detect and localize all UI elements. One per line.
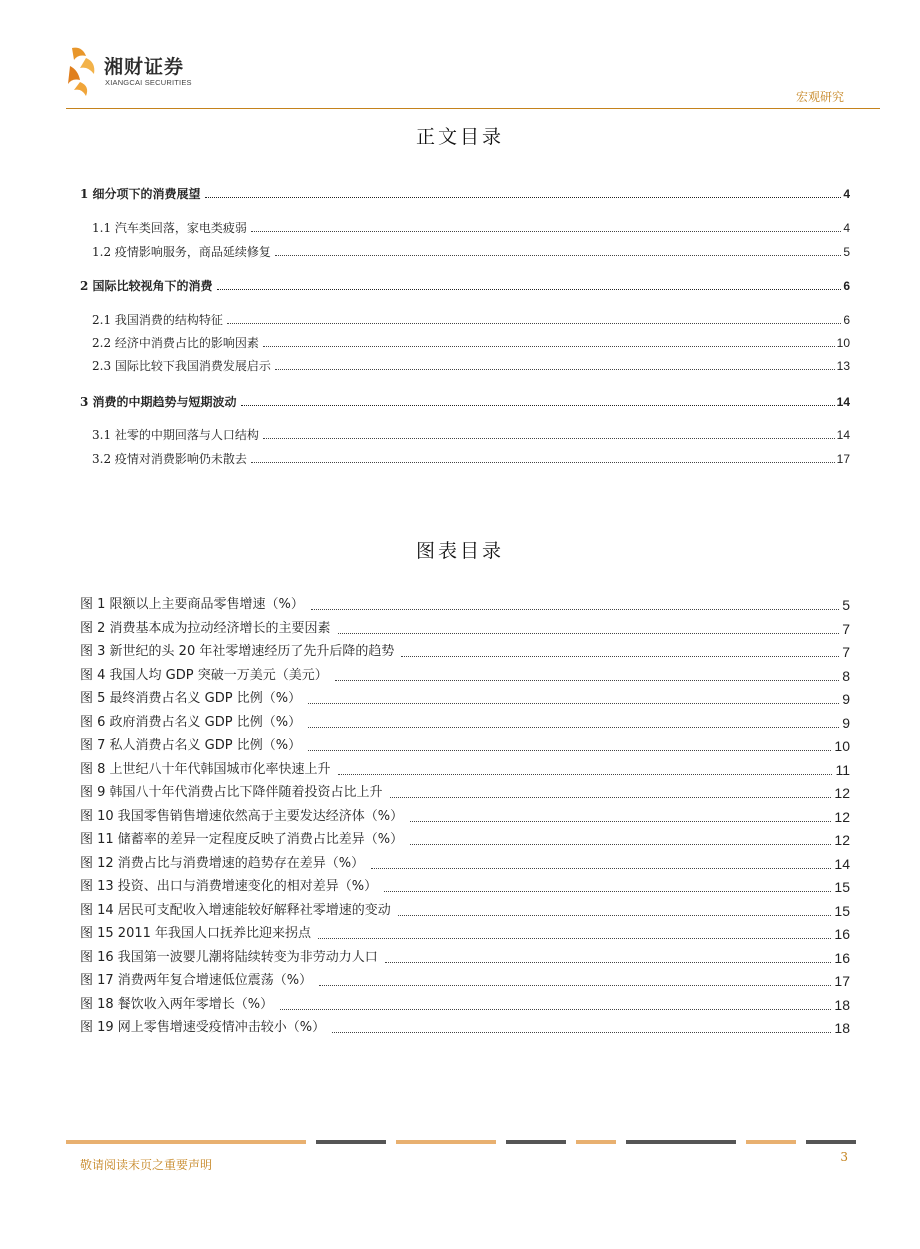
- figure-item-page: 17: [834, 973, 850, 989]
- figure-leader-dots: [332, 1032, 831, 1033]
- figure-item-label: 图 7 私人消费占名义 GDP 比例（%）: [80, 738, 302, 753]
- toc-leader-dots: [263, 438, 835, 439]
- figure-leader-dots: [398, 915, 832, 916]
- toc-item-page: 14: [836, 395, 850, 409]
- figure-item[interactable]: [80, 690, 850, 708]
- xiangcai-logo-icon: [66, 44, 100, 96]
- figure-item-page: 12: [834, 785, 850, 801]
- figure-item-label: 图 5 最终消费占名义 GDP 比例（%）: [80, 691, 302, 706]
- toc-title: 正文目录: [415, 126, 504, 148]
- figure-item-label: 图 16 我国第一波婴儿潮将陆续转变为非劳动力人口: [80, 949, 378, 965]
- figure-leader-dots: [318, 938, 831, 939]
- toc-item-label: 1 细分项下的消费展望: [80, 187, 201, 201]
- figure-item[interactable]: [80, 996, 850, 1014]
- figure-item-label: 图 17 消费两年复合增速低位震荡（%）: [80, 973, 313, 988]
- toc-item[interactable]: [80, 220, 850, 236]
- figure-item[interactable]: [80, 855, 850, 873]
- figure-leader-dots: [401, 656, 839, 657]
- figure-list-title: 图表目录: [415, 540, 504, 562]
- toc-leader-dots: [251, 462, 835, 463]
- toc-item-page: 17: [836, 452, 850, 466]
- logo-english-name: XIANGCAI SECURITIES: [105, 78, 192, 87]
- figure-item-label: 图 19 网上零售增速受疫情冲击较小（%）: [80, 1020, 326, 1035]
- toc-leader-dots: [275, 255, 841, 256]
- figure-leader-dots: [335, 680, 839, 681]
- toc-item-label: 2.2 经济中消费占比的影响因素: [92, 336, 259, 350]
- toc-item-label: 3 消费的中期趋势与短期波动: [80, 395, 237, 409]
- figure-item-page: 10: [834, 738, 850, 754]
- figure-item[interactable]: [80, 596, 850, 614]
- toc-leader-dots: [241, 405, 835, 406]
- figure-item-page: 16: [834, 949, 850, 966]
- figure-item-page: 14: [834, 855, 850, 872]
- toc-item-page: 13: [836, 359, 850, 373]
- toc-item-page: 10: [836, 336, 850, 350]
- toc-item-page: 4: [843, 187, 850, 201]
- figure-item[interactable]: [80, 714, 850, 732]
- figure-item-label: 图 13 投资、出口与消费增速变化的相对差异（%）: [80, 879, 378, 894]
- figure-item-page: 15: [834, 879, 850, 895]
- figure-item[interactable]: [80, 667, 850, 685]
- logo-chinese-name: 湘财证券: [104, 56, 185, 78]
- figure-item[interactable]: [80, 808, 850, 826]
- toc-item-label: 3.2 疫情对消费影响仍未散去: [92, 452, 247, 466]
- figure-item[interactable]: [80, 902, 850, 920]
- toc-item-page: 14: [836, 428, 850, 442]
- toc-leader-dots: [205, 197, 842, 198]
- figure-item-page: 15: [834, 902, 850, 919]
- figure-item[interactable]: [80, 761, 850, 779]
- toc-leader-dots: [263, 346, 835, 347]
- figure-item-label: 图 12 消费占比与消费增速的趋势存在差异（%）: [80, 855, 365, 871]
- figure-item-page: 7: [842, 620, 850, 637]
- figure-item-label: 图 14 居民可支配收入增速能较好解释社零增速的变动: [80, 902, 391, 918]
- figure-item-page: 18: [834, 996, 850, 1013]
- figure-leader-dots: [385, 962, 832, 963]
- figure-item-label: 图 11 储蓄率的差异一定程度反映了消费占比差异（%）: [80, 832, 404, 847]
- figure-leader-dots: [319, 985, 831, 986]
- figure-item-page: 12: [834, 832, 850, 848]
- figure-leader-dots: [280, 1009, 831, 1010]
- figure-leader-dots: [308, 727, 839, 728]
- page-number: 3: [840, 1150, 848, 1164]
- toc-item-label: 2.1 我国消费的结构特征: [92, 313, 223, 327]
- toc-item-page: 6: [843, 279, 850, 293]
- disclaimer-note: 敬请阅读末页之重要声明: [80, 1158, 213, 1172]
- figure-item[interactable]: [80, 878, 850, 896]
- toc-item-label: 2 国际比较视角下的消费: [80, 279, 213, 293]
- figure-item[interactable]: [80, 1019, 850, 1037]
- company-logo: [66, 44, 206, 100]
- figure-item[interactable]: [80, 831, 850, 849]
- toc-item[interactable]: [80, 278, 850, 294]
- figure-leader-dots: [410, 844, 831, 845]
- figure-item-label: 图 15 2011 年我国人口抚养比迎来拐点: [80, 926, 312, 941]
- toc-item[interactable]: [80, 186, 850, 202]
- toc-item-label: 1.2 疫情影响服务，商品延续修复: [92, 245, 271, 259]
- figure-item[interactable]: [80, 972, 850, 990]
- toc-item[interactable]: [80, 427, 850, 443]
- toc-item[interactable]: [80, 394, 850, 410]
- figure-item-page: 16: [834, 926, 850, 942]
- figure-item-page: 12: [834, 808, 850, 825]
- figure-leader-dots: [371, 868, 831, 869]
- toc-item[interactable]: [80, 451, 850, 467]
- figure-leader-dots: [410, 821, 831, 822]
- figure-leader-dots: [308, 750, 831, 751]
- toc-item-label: 1.1 汽车类回落，家电类疲弱: [92, 221, 247, 235]
- toc-leader-dots: [217, 289, 842, 290]
- figure-item-page: 8: [842, 667, 850, 684]
- figure-item-label: 图 9 韩国八十年代消费占比下降伴随着投资占比上升: [80, 785, 383, 800]
- toc-item-page: 6: [843, 313, 850, 327]
- figure-item-label: 图 8 上世纪八十年代韩国城市化率快速上升: [80, 761, 331, 777]
- figure-item[interactable]: [80, 784, 850, 802]
- toc-item-page: 5: [843, 245, 850, 259]
- figure-item-label: 图 18 餐饮收入两年零增长（%）: [80, 996, 274, 1012]
- figure-item[interactable]: [80, 925, 850, 943]
- figure-item[interactable]: [80, 737, 850, 755]
- figure-leader-dots: [311, 609, 839, 610]
- toc-leader-dots: [251, 231, 841, 232]
- toc-item[interactable]: [80, 358, 850, 374]
- figure-item-page: 9: [842, 691, 850, 707]
- figure-item-label: 图 10 我国零售销售增速依然高于主要发达经济体（%）: [80, 808, 404, 824]
- figure-item[interactable]: [80, 949, 850, 967]
- toc-item[interactable]: [80, 335, 850, 351]
- toc-item-label: 2.3 国际比较下我国消费发展启示: [92, 359, 271, 373]
- figure-leader-dots: [338, 774, 833, 775]
- header-divider: [66, 108, 880, 109]
- figure-leader-dots: [390, 797, 832, 798]
- figure-item-page: 7: [842, 644, 850, 660]
- figure-item[interactable]: [80, 643, 850, 661]
- figure-item-label: 图 3 新世纪的头 20 年社零增速经历了先升后降的趋势: [80, 644, 395, 659]
- toc-item-page: 4: [843, 221, 850, 235]
- toc-item-label: 3.1 社零的中期回落与人口结构: [92, 428, 259, 442]
- figure-item-label: 图 6 政府消费占名义 GDP 比例（%）: [80, 714, 302, 730]
- footer-divider: [66, 1140, 856, 1144]
- figure-leader-dots: [384, 891, 831, 892]
- toc-leader-dots: [227, 323, 841, 324]
- figure-item-label: 图 2 消费基本成为拉动经济增长的主要因素: [80, 620, 331, 636]
- toc-item[interactable]: [80, 244, 850, 260]
- figure-item[interactable]: [80, 620, 850, 638]
- figure-item-page: 18: [834, 1020, 850, 1036]
- figure-item-label: 图 1 限额以上主要商品零售增速（%）: [80, 597, 304, 612]
- figure-item-label: 图 4 我国人均 GDP 突破一万美元（美元）: [80, 667, 328, 683]
- figure-item-page: 5: [842, 597, 850, 613]
- report-category: 宏观研究: [795, 90, 844, 104]
- toc-item[interactable]: [80, 312, 850, 328]
- figure-item-page: 9: [842, 714, 850, 731]
- toc-leader-dots: [275, 369, 835, 370]
- figure-leader-dots: [308, 703, 839, 704]
- figure-item-page: 11: [835, 761, 850, 778]
- figure-leader-dots: [338, 633, 840, 634]
